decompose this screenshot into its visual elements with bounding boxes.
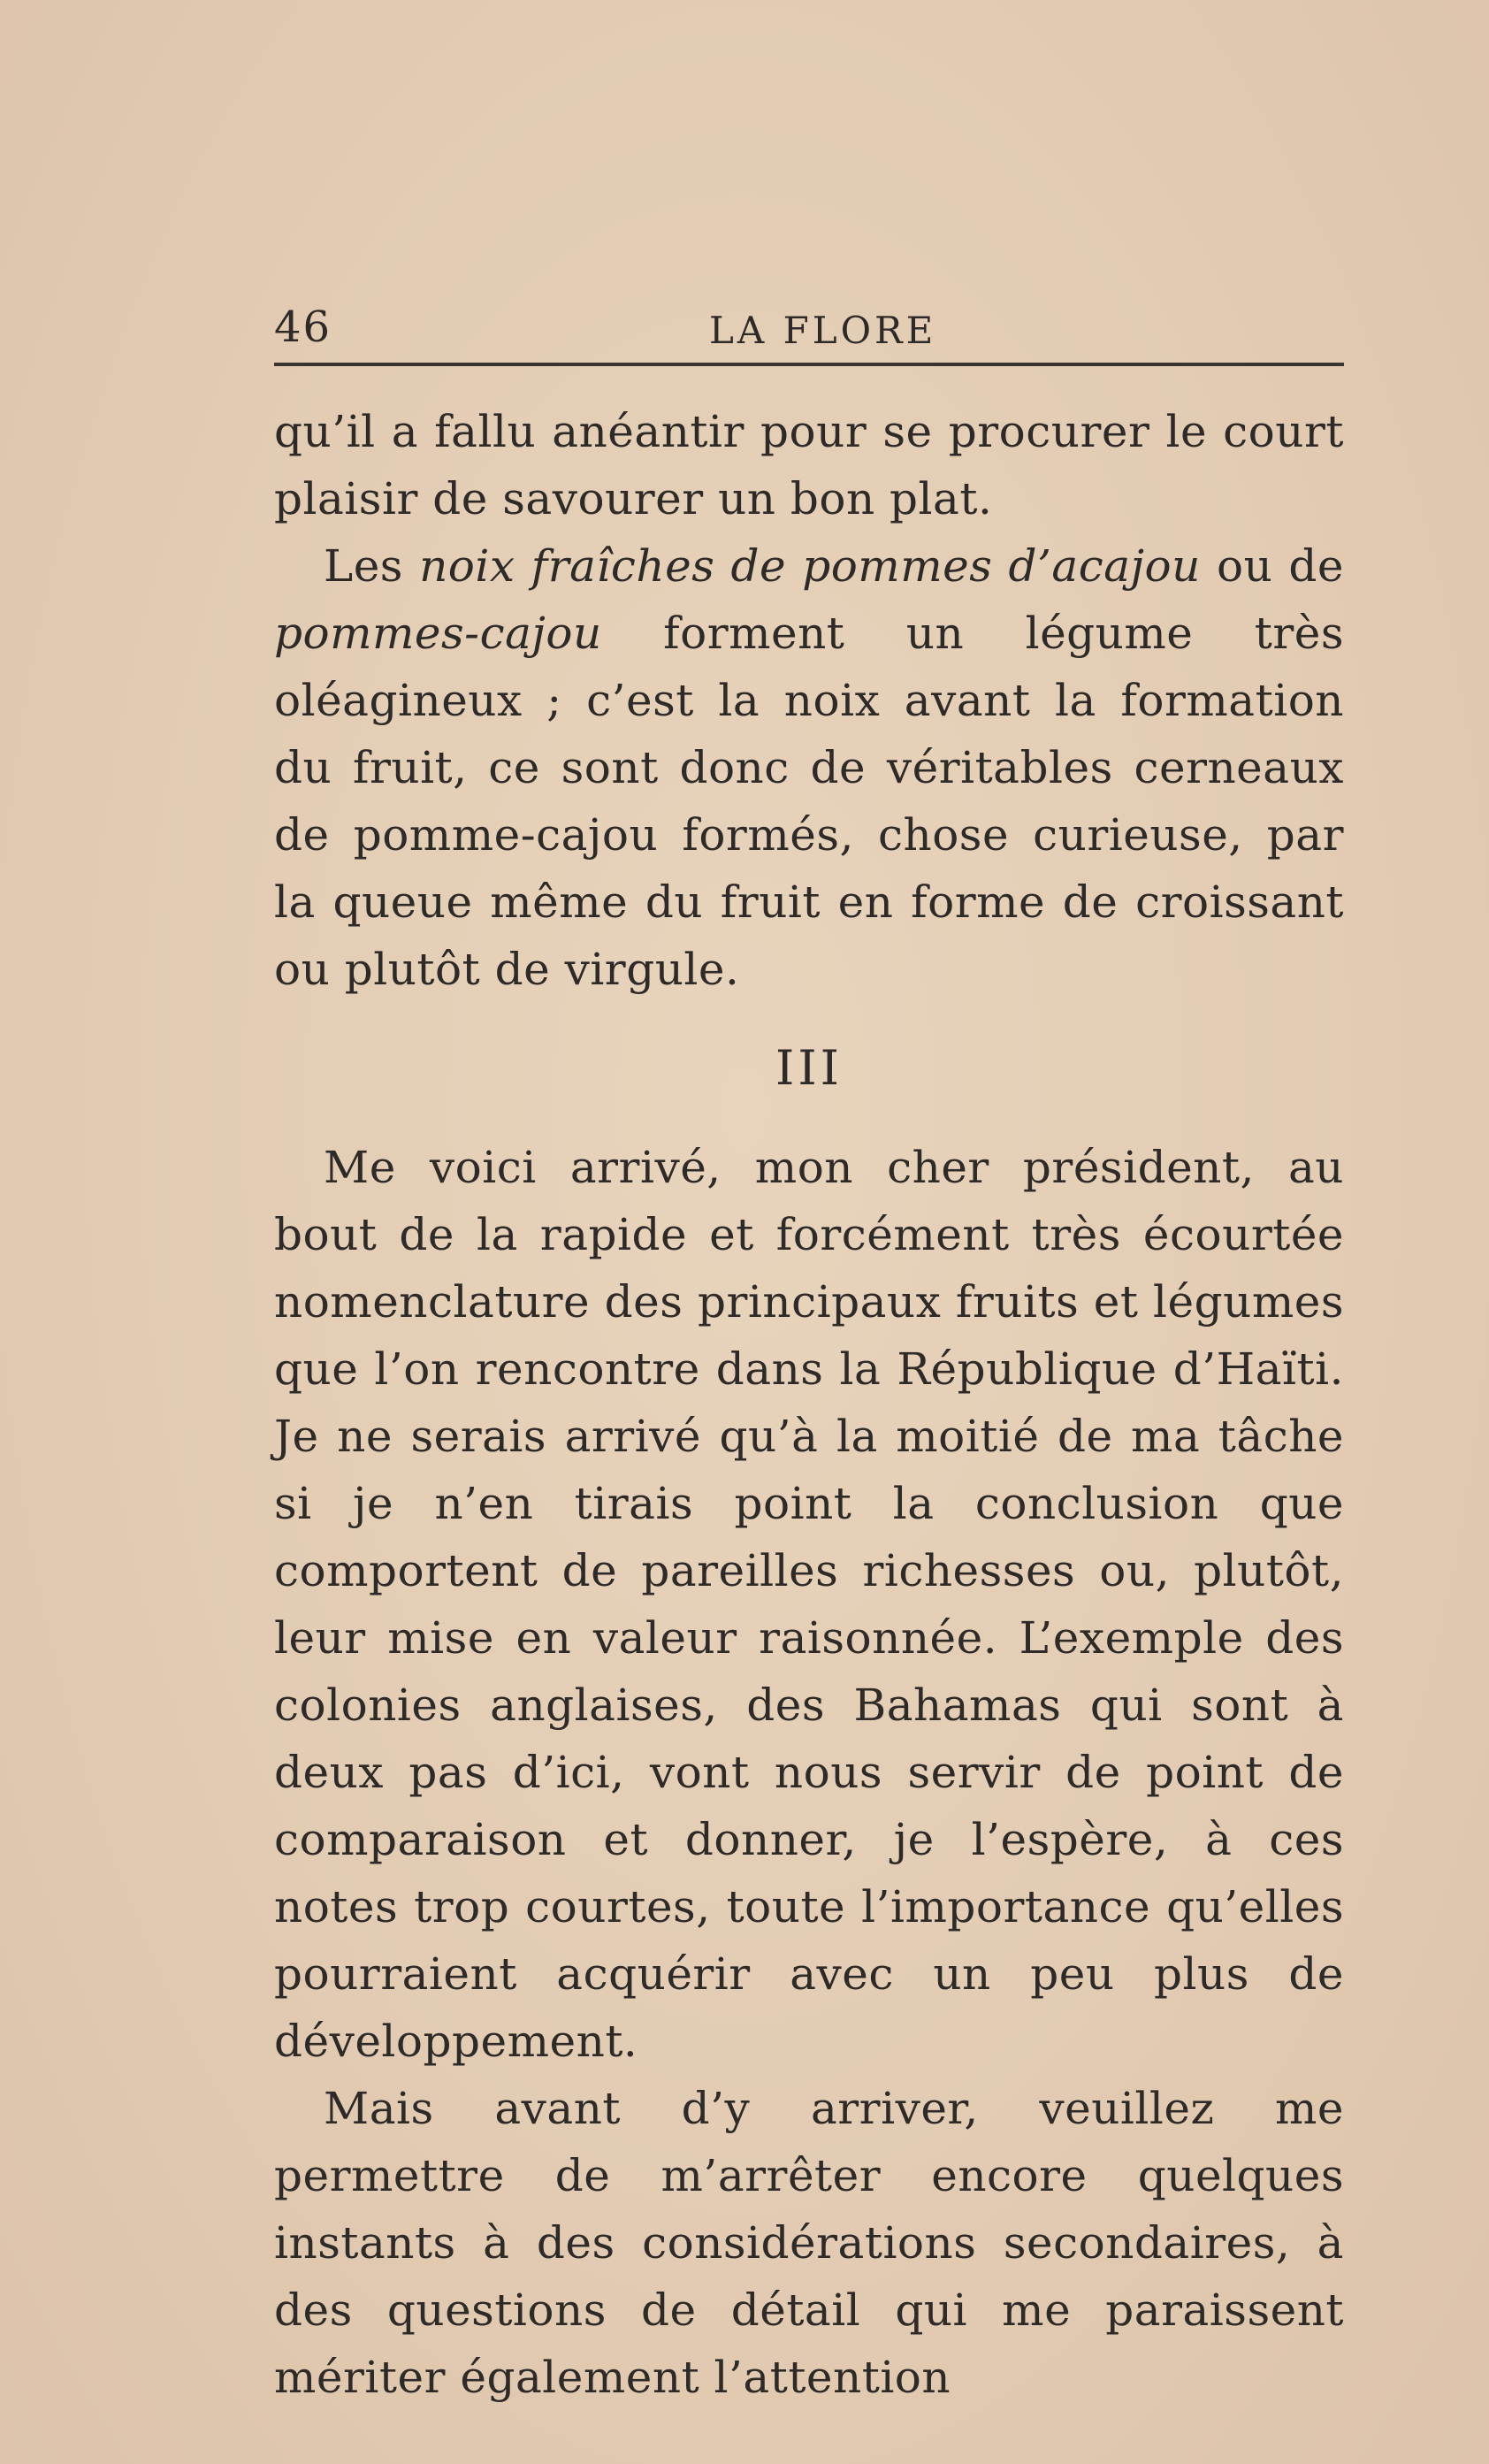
running-title: LA FLORE [709, 309, 937, 352]
paragraph-2-end: forment un légume très oléagineux ; c’est la noix avant la formation du fruit, ce sont donc de véritables cerneaux de pomme-cajou formés, chose curieuse, par la queue même du fruit en forme de croissant ou plutôt de virgule. [274, 608, 1344, 995]
paragraph-2-italic-1: noix fraîches de pommes d’acajou [419, 540, 1201, 592]
paragraph-2-start: Les [324, 540, 420, 592]
page-number: 46 [274, 302, 332, 352]
paragraph-2-italic-2: pommes-cajou [274, 608, 602, 659]
paragraph-3: Me voici arrivé, mon cher président, au bout de la rapide et forcément très écourtée nomenclature des principaux fruits et légumes que l’on rencontre dans la République d’Haïti. Je ne serais arrivé qu’à la moitié de ma tâche si je n’en tirais point la conclusion que comportent de pareilles richesses ou, plutôt, leur mise en valeur raisonnée. L’exemple des colonies anglaises, des Bahamas qui sont à deux pas d’ici, vont nous servir de point de comparaison et donner, je l’espère, à ces notes trop courtes, toute l’importance qu’elles pourraient acquérir avec un peu plus de développement. [274, 1142, 1344, 2067]
paragraph-2-mid: ou de [1200, 540, 1344, 592]
paragraph-4: Mais avant d’y arriver, veuillez me permettre de m’arrêter encore quelques instants à des considérations secondaires, à des questions de détail qui me paraissent mériter également l’attention [274, 2083, 1344, 2403]
body-text [274, 398, 1344, 2411]
paragraph-2 [274, 532, 1344, 1003]
page-header [274, 292, 1344, 366]
paragraph-1: qu’il a fallu anéantir pour se procurer le court plaisir de savourer un bon plat. [274, 406, 1344, 524]
book-page [274, 292, 1344, 2403]
section-number: III [775, 1040, 843, 1096]
